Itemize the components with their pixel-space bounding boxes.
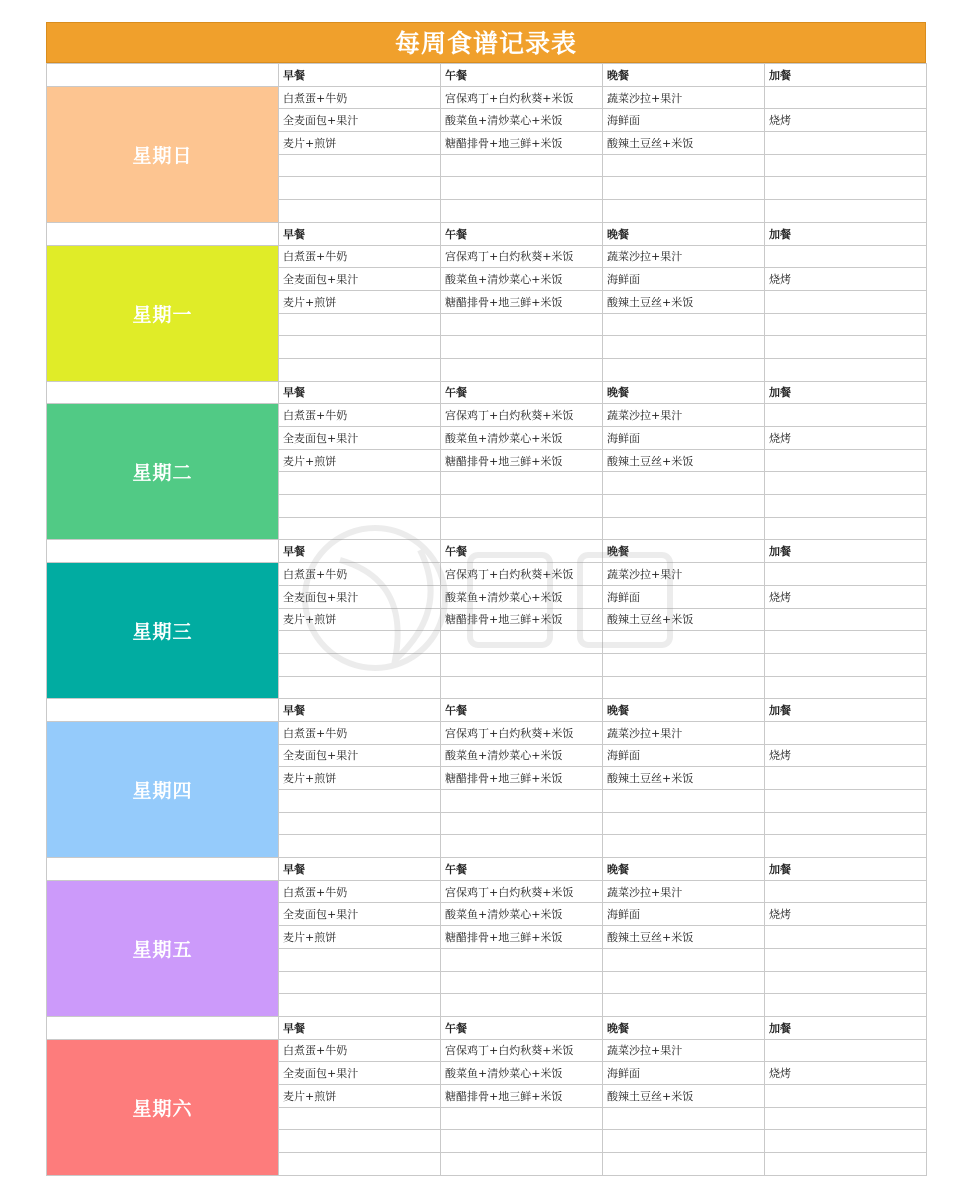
meal-header-cell: 加餐 <box>765 1016 927 1039</box>
meal-cell[interactable]: 蔬菜沙拉+果汁 <box>603 1039 765 1062</box>
meal-cell[interactable]: 海鲜面 <box>603 1062 765 1085</box>
meal-cell[interactable] <box>765 721 927 744</box>
meal-cell[interactable] <box>603 358 765 381</box>
meal-cell[interactable]: 糖醋排骨+地三鲜+米饭 <box>441 449 603 472</box>
meal-cell[interactable] <box>603 1153 765 1176</box>
meal-cell[interactable]: 酸辣土豆丝+米饭 <box>603 1084 765 1107</box>
meal-header-cell: 加餐 <box>765 381 927 404</box>
meal-cell[interactable]: 宫保鸡丁+白灼秋葵+米饭 <box>441 86 603 109</box>
meal-cell[interactable] <box>441 676 603 699</box>
meal-cell[interactable] <box>603 517 765 540</box>
meal-cell[interactable] <box>765 245 927 268</box>
meal-cell[interactable]: 糖醋排骨+地三鲜+米饭 <box>441 608 603 631</box>
meal-cell[interactable] <box>441 313 603 336</box>
header-blank-cell <box>47 381 279 404</box>
meal-header-cell: 午餐 <box>441 222 603 245</box>
meal-header-cell: 午餐 <box>441 1016 603 1039</box>
meal-cell[interactable] <box>279 517 441 540</box>
meal-header-cell: 午餐 <box>441 381 603 404</box>
meal-cell[interactable] <box>279 676 441 699</box>
meal-cell[interactable]: 海鲜面 <box>603 268 765 291</box>
meal-cell[interactable] <box>765 790 927 813</box>
meal-cell[interactable]: 白煮蛋+牛奶 <box>279 1039 441 1062</box>
meal-cell[interactable] <box>603 971 765 994</box>
meal-cell[interactable] <box>603 994 765 1017</box>
meal-cell[interactable]: 酸菜鱼+清炒菜心+米饭 <box>441 744 603 767</box>
meal-cell[interactable] <box>765 495 927 518</box>
meal-cell[interactable] <box>441 631 603 654</box>
meal-cell[interactable]: 烧烤 <box>765 268 927 291</box>
meal-cell[interactable] <box>603 177 765 200</box>
meal-header-cell: 早餐 <box>279 64 441 87</box>
day-label: 星期六 <box>47 1039 279 1175</box>
sheet-title: 每周食谱记录表 <box>46 22 926 63</box>
meal-cell[interactable]: 酸菜鱼+清炒菜心+米饭 <box>441 903 603 926</box>
meal-cell[interactable]: 麦片+煎饼 <box>279 767 441 790</box>
meal-cell[interactable] <box>279 653 441 676</box>
meal-cell[interactable]: 海鲜面 <box>603 427 765 450</box>
meal-cell[interactable]: 糖醋排骨+地三鲜+米饭 <box>441 1084 603 1107</box>
meal-cell[interactable]: 白煮蛋+牛奶 <box>279 404 441 427</box>
meal-cell[interactable] <box>765 472 927 495</box>
header-blank-cell <box>47 699 279 722</box>
meal-cell[interactable] <box>765 631 927 654</box>
day-label: 星期一 <box>47 245 279 381</box>
meal-cell[interactable] <box>441 1107 603 1130</box>
meal-cell[interactable] <box>279 358 441 381</box>
meal-cell[interactable]: 酸菜鱼+清炒菜心+米饭 <box>441 268 603 291</box>
header-blank-cell <box>47 1016 279 1039</box>
meal-header-cell: 晚餐 <box>603 540 765 563</box>
meal-cell[interactable]: 糖醋排骨+地三鲜+米饭 <box>441 290 603 313</box>
meal-cell[interactable] <box>603 812 765 835</box>
meal-cell[interactable] <box>603 1107 765 1130</box>
meal-cell[interactable] <box>765 971 927 994</box>
meal-cell[interactable] <box>441 948 603 971</box>
meal-cell[interactable] <box>765 449 927 472</box>
meal-cell[interactable] <box>279 812 441 835</box>
meal-header-cell: 晚餐 <box>603 381 765 404</box>
meal-cell[interactable] <box>765 200 927 223</box>
meal-cell[interactable] <box>279 200 441 223</box>
meal-cell[interactable]: 海鲜面 <box>603 903 765 926</box>
meal-cell[interactable]: 宫保鸡丁+白灼秋葵+米饭 <box>441 404 603 427</box>
meal-header-row <box>47 540 927 563</box>
meal-cell[interactable] <box>765 835 927 858</box>
meal-cell[interactable] <box>603 790 765 813</box>
meal-cell[interactable] <box>279 971 441 994</box>
day-label: 星期四 <box>47 721 279 857</box>
meal-header-cell: 午餐 <box>441 699 603 722</box>
meal-cell[interactable]: 宫保鸡丁+白灼秋葵+米饭 <box>441 880 603 903</box>
meal-cell[interactable]: 全麦面包+果汁 <box>279 268 441 291</box>
meal-header-cell: 午餐 <box>441 64 603 87</box>
meal-cell[interactable]: 蔬菜沙拉+果汁 <box>603 880 765 903</box>
meal-cell[interactable] <box>279 1153 441 1176</box>
meal-cell[interactable] <box>441 336 603 359</box>
meal-cell[interactable] <box>765 517 927 540</box>
meal-cell[interactable] <box>603 495 765 518</box>
meal-cell[interactable]: 麦片+煎饼 <box>279 290 441 313</box>
meal-cell[interactable]: 酸菜鱼+清炒菜心+米饭 <box>441 109 603 132</box>
meal-header-row <box>47 64 927 87</box>
meal-header-cell: 加餐 <box>765 64 927 87</box>
meal-cell[interactable] <box>765 926 927 949</box>
meal-cell[interactable] <box>765 404 927 427</box>
meal-header-cell: 加餐 <box>765 699 927 722</box>
meal-cell[interactable]: 酸辣土豆丝+米饭 <box>603 449 765 472</box>
meal-cell[interactable]: 酸菜鱼+清炒菜心+米饭 <box>441 427 603 450</box>
meal-cell[interactable] <box>279 177 441 200</box>
meal-cell[interactable]: 蔬菜沙拉+果汁 <box>603 721 765 744</box>
meal-cell[interactable] <box>603 948 765 971</box>
meal-cell[interactable] <box>765 86 927 109</box>
meal-cell[interactable]: 麦片+煎饼 <box>279 1084 441 1107</box>
meal-cell[interactable] <box>765 336 927 359</box>
meal-cell[interactable]: 白煮蛋+牛奶 <box>279 245 441 268</box>
meal-cell[interactable] <box>279 1107 441 1130</box>
meal-header-cell: 早餐 <box>279 1016 441 1039</box>
meal-row <box>47 86 927 109</box>
meal-cell[interactable]: 蔬菜沙拉+果汁 <box>603 245 765 268</box>
meal-cell[interactable]: 海鲜面 <box>603 109 765 132</box>
meal-row <box>47 1039 927 1062</box>
meal-cell[interactable]: 宫保鸡丁+白灼秋葵+米饭 <box>441 245 603 268</box>
meal-cell[interactable] <box>441 835 603 858</box>
meal-cell[interactable]: 麦片+煎饼 <box>279 926 441 949</box>
meal-row <box>47 245 927 268</box>
meal-cell[interactable] <box>765 994 927 1017</box>
meal-cell[interactable] <box>279 313 441 336</box>
meal-cell[interactable] <box>441 495 603 518</box>
meal-cell[interactable]: 酸菜鱼+清炒菜心+米饭 <box>441 1062 603 1085</box>
meal-row <box>47 563 927 586</box>
meal-cell[interactable]: 宫保鸡丁+白灼秋葵+米饭 <box>441 721 603 744</box>
meal-header-cell: 早餐 <box>279 699 441 722</box>
meal-cell[interactable] <box>603 653 765 676</box>
meal-cell[interactable] <box>765 358 927 381</box>
meal-cell[interactable] <box>441 790 603 813</box>
meal-header-cell: 早餐 <box>279 222 441 245</box>
meal-cell[interactable] <box>441 517 603 540</box>
meal-cell[interactable]: 全麦面包+果汁 <box>279 1062 441 1085</box>
menu-sheet <box>46 22 926 1176</box>
meal-cell[interactable] <box>765 154 927 177</box>
meal-header-cell: 早餐 <box>279 540 441 563</box>
meal-cell[interactable]: 酸辣土豆丝+米饭 <box>603 608 765 631</box>
meal-cell[interactable] <box>765 767 927 790</box>
meal-header-cell: 晚餐 <box>603 64 765 87</box>
meal-cell[interactable]: 麦片+煎饼 <box>279 449 441 472</box>
meal-cell[interactable] <box>441 1130 603 1153</box>
meal-header-row <box>47 858 927 881</box>
header-blank-cell <box>47 540 279 563</box>
meal-cell[interactable] <box>765 1107 927 1130</box>
weekly-menu-table <box>46 63 927 1176</box>
day-label: 星期三 <box>47 563 279 699</box>
day-label: 星期二 <box>47 404 279 540</box>
meal-cell[interactable]: 全麦面包+果汁 <box>279 109 441 132</box>
meal-header-row <box>47 381 927 404</box>
meal-cell[interactable]: 蔬菜沙拉+果汁 <box>603 86 765 109</box>
meal-cell[interactable] <box>765 653 927 676</box>
meal-cell[interactable]: 糖醋排骨+地三鲜+米饭 <box>441 767 603 790</box>
header-blank-cell <box>47 64 279 87</box>
meal-cell[interactable] <box>279 1130 441 1153</box>
meal-cell[interactable] <box>441 358 603 381</box>
meal-cell[interactable] <box>279 994 441 1017</box>
meal-cell[interactable] <box>765 880 927 903</box>
meal-cell[interactable]: 烧烤 <box>765 109 927 132</box>
meal-cell[interactable]: 宫保鸡丁+白灼秋葵+米饭 <box>441 563 603 586</box>
header-blank-cell <box>47 222 279 245</box>
meal-cell[interactable]: 海鲜面 <box>603 585 765 608</box>
meal-cell[interactable] <box>279 472 441 495</box>
meal-header-row <box>47 222 927 245</box>
meal-cell[interactable] <box>603 313 765 336</box>
meal-cell[interactable]: 烧烤 <box>765 427 927 450</box>
meal-cell[interactable] <box>441 154 603 177</box>
meal-cell[interactable] <box>603 154 765 177</box>
meal-cell[interactable] <box>603 472 765 495</box>
meal-cell[interactable] <box>279 495 441 518</box>
meal-cell[interactable] <box>765 1039 927 1062</box>
meal-header-cell: 加餐 <box>765 222 927 245</box>
meal-cell[interactable]: 白煮蛋+牛奶 <box>279 86 441 109</box>
meal-cell[interactable] <box>441 200 603 223</box>
meal-row <box>47 880 927 903</box>
meal-header-cell: 加餐 <box>765 540 927 563</box>
meal-cell[interactable] <box>765 177 927 200</box>
meal-cell[interactable]: 麦片+煎饼 <box>279 132 441 155</box>
meal-cell[interactable] <box>441 812 603 835</box>
meal-cell[interactable] <box>603 676 765 699</box>
meal-header-cell: 晚餐 <box>603 858 765 881</box>
meal-cell[interactable] <box>765 563 927 586</box>
meal-cell[interactable] <box>441 653 603 676</box>
meal-cell[interactable] <box>441 472 603 495</box>
meal-row <box>47 404 927 427</box>
meal-cell[interactable]: 白煮蛋+牛奶 <box>279 880 441 903</box>
meal-cell[interactable] <box>279 154 441 177</box>
meal-cell[interactable]: 全麦面包+果汁 <box>279 585 441 608</box>
meal-cell[interactable] <box>279 336 441 359</box>
meal-cell[interactable]: 蔬菜沙拉+果汁 <box>603 404 765 427</box>
meal-header-cell: 加餐 <box>765 858 927 881</box>
header-blank-cell <box>47 858 279 881</box>
meal-header-cell: 早餐 <box>279 858 441 881</box>
meal-cell[interactable]: 宫保鸡丁+白灼秋葵+米饭 <box>441 1039 603 1062</box>
meal-cell[interactable] <box>765 812 927 835</box>
meal-cell[interactable]: 全麦面包+果汁 <box>279 744 441 767</box>
meal-cell[interactable] <box>279 948 441 971</box>
meal-cell[interactable]: 酸辣土豆丝+米饭 <box>603 767 765 790</box>
meal-header-cell: 早餐 <box>279 381 441 404</box>
meal-header-row <box>47 1016 927 1039</box>
meal-cell[interactable]: 蔬菜沙拉+果汁 <box>603 563 765 586</box>
meal-cell[interactable]: 海鲜面 <box>603 744 765 767</box>
meal-cell[interactable] <box>765 1153 927 1176</box>
day-label: 星期日 <box>47 86 279 222</box>
meal-header-cell: 午餐 <box>441 540 603 563</box>
meal-cell[interactable] <box>765 608 927 631</box>
meal-row <box>47 721 927 744</box>
meal-cell[interactable]: 酸辣土豆丝+米饭 <box>603 132 765 155</box>
meal-cell[interactable]: 全麦面包+果汁 <box>279 427 441 450</box>
meal-cell[interactable] <box>603 336 765 359</box>
meal-header-cell: 晚餐 <box>603 699 765 722</box>
meal-cell[interactable] <box>279 790 441 813</box>
meal-cell[interactable]: 麦片+煎饼 <box>279 608 441 631</box>
meal-cell[interactable] <box>603 200 765 223</box>
meal-cell[interactable] <box>765 676 927 699</box>
meal-cell[interactable]: 烧烤 <box>765 903 927 926</box>
meal-cell[interactable] <box>765 1130 927 1153</box>
day-label: 星期五 <box>47 880 279 1016</box>
meal-cell[interactable] <box>441 177 603 200</box>
meal-header-cell: 晚餐 <box>603 222 765 245</box>
meal-cell[interactable] <box>765 290 927 313</box>
meal-cell[interactable]: 烧烤 <box>765 585 927 608</box>
meal-cell[interactable]: 白煮蛋+牛奶 <box>279 563 441 586</box>
meal-cell[interactable] <box>765 132 927 155</box>
meal-cell[interactable] <box>765 313 927 336</box>
meal-cell[interactable] <box>603 1130 765 1153</box>
meal-cell[interactable]: 酸菜鱼+清炒菜心+米饭 <box>441 585 603 608</box>
meal-cell[interactable] <box>441 1153 603 1176</box>
meal-cell[interactable] <box>765 948 927 971</box>
meal-header-row <box>47 699 927 722</box>
meal-cell[interactable] <box>603 631 765 654</box>
meal-cell[interactable] <box>441 994 603 1017</box>
meal-cell[interactable] <box>279 631 441 654</box>
meal-cell[interactable] <box>603 835 765 858</box>
meal-cell[interactable]: 糖醋排骨+地三鲜+米饭 <box>441 926 603 949</box>
meal-cell[interactable] <box>441 971 603 994</box>
meal-cell[interactable]: 白煮蛋+牛奶 <box>279 721 441 744</box>
meal-cell[interactable]: 酸辣土豆丝+米饭 <box>603 290 765 313</box>
meal-cell[interactable]: 烧烤 <box>765 744 927 767</box>
meal-cell[interactable]: 烧烤 <box>765 1062 927 1085</box>
meal-header-cell: 午餐 <box>441 858 603 881</box>
meal-header-cell: 晚餐 <box>603 1016 765 1039</box>
meal-cell[interactable]: 酸辣土豆丝+米饭 <box>603 926 765 949</box>
meal-cell[interactable]: 糖醋排骨+地三鲜+米饭 <box>441 132 603 155</box>
meal-cell[interactable]: 全麦面包+果汁 <box>279 903 441 926</box>
meal-cell[interactable] <box>279 835 441 858</box>
meal-cell[interactable] <box>765 1084 927 1107</box>
